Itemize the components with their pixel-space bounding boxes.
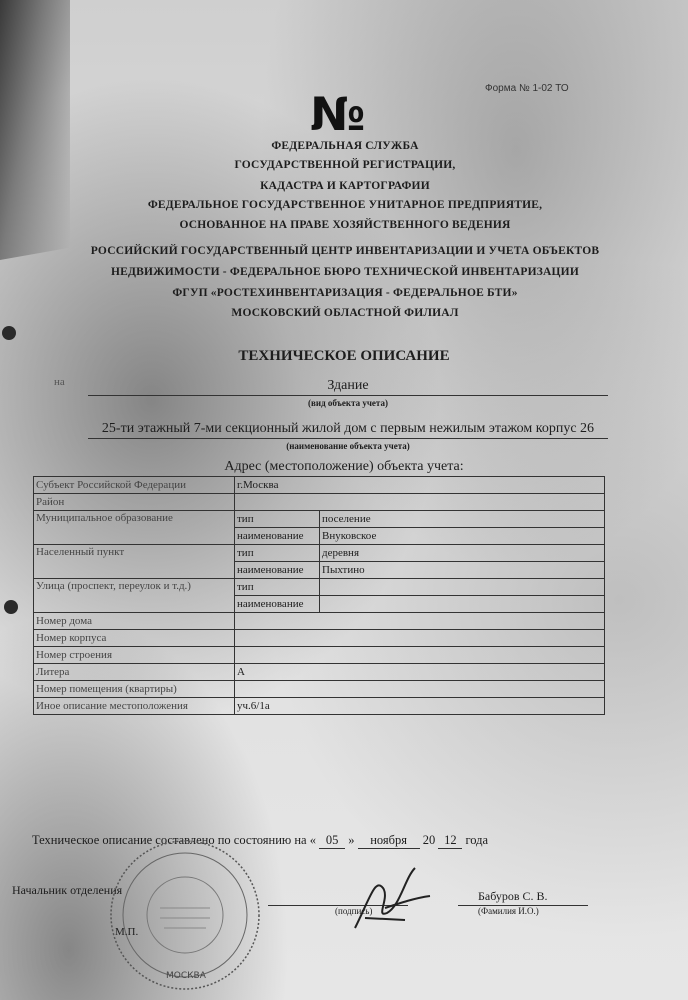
header-line: ФЕДЕРАЛЬНОЕ ГОСУДАРСТВЕННОЕ УНИТАРНОЕ ПРЕДПРИЯТИЕ, xyxy=(147,199,543,211)
round-seal-stamp xyxy=(108,838,263,993)
street-name-value xyxy=(320,596,605,613)
month-value: ноября xyxy=(358,833,420,849)
municipal-name-value: Внуковское xyxy=(320,528,605,545)
subject-value: г.Москва xyxy=(235,477,605,494)
settlement-name-value: Пыхтино xyxy=(320,562,605,579)
district-label: Район xyxy=(34,494,235,511)
table-row xyxy=(34,613,605,630)
table-row xyxy=(34,664,605,681)
table-row xyxy=(34,630,605,647)
district-value xyxy=(235,494,605,511)
table-row xyxy=(34,477,605,494)
address-heading: Адрес (местоположение) объекта учета: xyxy=(224,459,464,474)
room-label: Номер помещения (квартиры) xyxy=(34,681,235,698)
settlement-type-label: тип xyxy=(235,545,320,562)
municipal-type-label: тип xyxy=(235,511,320,528)
year-word: года xyxy=(465,833,489,847)
header-line: ГОСУДАРСТВЕННОЙ РЕГИСТРАЦИИ, xyxy=(234,159,456,171)
table-row xyxy=(34,545,605,562)
object-type-line xyxy=(88,395,608,396)
header-line: НЕДВИЖИМОСТИ - ФЕДЕРАЛЬНОЕ БЮРО ТЕХНИЧЕСКОЙ ИНВЕНТАРИЗАЦИИ xyxy=(111,266,579,278)
header-line: ОСНОВАННОЕ НА ПРАВЕ ХОЗЯЙСТВЕННОГО ВЕДЕНИЯ xyxy=(179,219,511,231)
object-name-caption: (наименование объекта учета) xyxy=(286,441,410,451)
na-label: на xyxy=(54,376,65,388)
house-value xyxy=(235,613,605,630)
table-row xyxy=(34,511,605,528)
stamp-text: МОСКВА xyxy=(166,971,206,981)
year-value: 12 xyxy=(438,833,462,849)
signature-caption: (подпись) xyxy=(335,906,373,916)
header-line: КАДАСТРА И КАРТОГРАФИИ xyxy=(260,180,430,192)
korpus-label: Номер корпуса xyxy=(34,630,235,647)
number-sign: № xyxy=(310,87,366,141)
table-row xyxy=(34,698,605,715)
document-title: ТЕХНИЧЕСКОЕ ОПИСАНИЕ xyxy=(238,348,450,364)
close-quote: » xyxy=(348,833,355,847)
street-type-label: тип xyxy=(235,579,320,596)
settlement-type-value: деревня xyxy=(320,545,605,562)
table-row xyxy=(34,647,605,664)
street-label: Улица (проспект, переулок и т.д.) xyxy=(34,579,235,613)
header-line: ФЕДЕРАЛЬНАЯ СЛУЖБА xyxy=(271,140,419,152)
table-row xyxy=(34,579,605,596)
subject-label: Субъект Российской Федерации xyxy=(34,477,235,494)
header-line: ФГУП «РОСТЕХИНВЕНТАРИЗАЦИЯ - ФЕДЕРАЛЬНОЕ БТИ» xyxy=(172,287,518,299)
object-name-line xyxy=(88,438,608,439)
object-type-caption: (вид объекта учета) xyxy=(308,398,388,408)
municipal-name-label: наименование xyxy=(235,528,320,545)
header-line: МОСКОВСКИЙ ОБЛАСТНОЙ ФИЛИАЛ xyxy=(231,307,459,319)
litera-label: Литера xyxy=(34,664,235,681)
century-value: 20 xyxy=(422,833,436,847)
municipal-label: Муниципальное образование xyxy=(34,511,235,545)
korpus-value xyxy=(235,630,605,647)
seal-place-label: М.П. xyxy=(115,926,139,938)
punch-hole xyxy=(4,600,18,614)
footer-text: Техническое описание составлено по состоянию на xyxy=(32,833,307,847)
street-name-label: наименование xyxy=(235,596,320,613)
form-number: Форма № 1-02 ТО xyxy=(485,83,569,94)
punch-hole xyxy=(2,326,16,340)
object-name-value: 25-ти этажный 7-ми секционный жилой дом с первым нежилым этажом корпус 26 xyxy=(101,421,595,436)
other-label: Иное описание местоположения xyxy=(34,698,235,715)
fio-caption: (Фамилия И.О.) xyxy=(478,906,539,916)
house-label: Номер дома xyxy=(34,613,235,630)
table-row xyxy=(34,494,605,511)
day-value: 05 xyxy=(319,833,345,849)
object-type-value: Здание xyxy=(327,378,369,393)
chief-label: Начальник отделения xyxy=(12,883,123,897)
street-type-value xyxy=(320,579,605,596)
settlement-name-label: наименование xyxy=(235,562,320,579)
open-quote: « xyxy=(309,833,316,847)
table-row xyxy=(34,681,605,698)
building-value xyxy=(235,647,605,664)
room-value xyxy=(235,681,605,698)
other-value: уч.6/1а xyxy=(235,698,605,715)
header-line: РОССИЙСКИЙ ГОСУДАРСТВЕННЫЙ ЦЕНТР ИНВЕНТАРИЗАЦИИ И УЧЕТА ОБЪЕКТОВ xyxy=(90,245,600,257)
settlement-label: Населенный пункт xyxy=(34,545,235,579)
fio-value: Бабуров С. В. xyxy=(478,889,548,903)
building-label: Номер строения xyxy=(34,647,235,664)
address-table xyxy=(33,476,605,715)
municipal-type-value: поселение xyxy=(320,511,605,528)
litera-value: А xyxy=(235,664,605,681)
handwritten-signature xyxy=(345,858,435,938)
